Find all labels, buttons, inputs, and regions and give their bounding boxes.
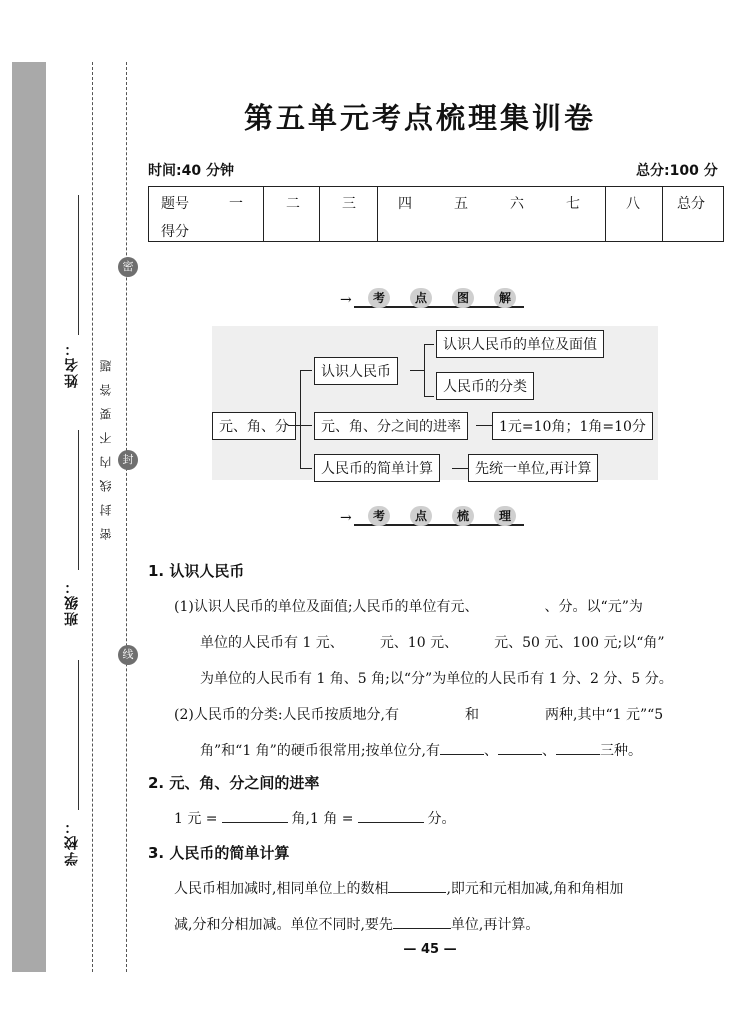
s1-line5 [200,740,642,760]
banner2-char: 梳 [452,506,474,526]
s2-line1 [174,808,456,828]
name-label: 姓名： [64,340,80,388]
banner1-char: 解 [494,288,516,308]
s1-text: (1)认识人民币的单位及面值;人民币的单位有元、 [174,599,479,615]
section-banner-diagram [340,288,524,312]
banner2-char: 考 [368,506,390,526]
s1-text: 角”和“1 角”的硬币很常用;按单位分,有 [200,743,440,759]
section3-heading: 3. 人民币的简单计算 [148,844,290,862]
s2-text: 角,1 角 = [291,811,354,827]
banner1-char: 点 [410,288,432,308]
concept-diagram [212,326,658,480]
seal-note: 密封线内不要答题 [99,348,113,540]
connector [476,425,492,426]
s1-text: (2)人民币的分类:人民币按质地分,有 [174,707,399,723]
node-b1: 认识人民币 [314,357,398,385]
node-b1a: 认识人民币的单位及面值 [436,330,604,358]
score-table-score-label: 得分 [161,224,189,240]
banner1-char: 考 [368,288,390,308]
s1-blank[interactable] [440,740,484,755]
s1-text: 和 [465,707,479,723]
school-label: 学校： [64,818,80,866]
s1-text: 元、50 元、100 元;以“角” [494,635,665,651]
score-col-7: 七 [566,196,580,212]
banner2-char: 点 [410,506,432,526]
seal-char-xian: 线 [118,645,138,665]
connector [300,468,312,469]
s1-text: 两种,其中“1 元”“5 [545,707,664,723]
score-total-cell[interactable] [662,187,723,241]
s1-blank[interactable] [556,740,600,755]
connector [300,370,301,468]
s1-line4 [174,704,663,724]
score-col-1: 一 [229,196,243,212]
connector [300,370,312,371]
s3-line1 [174,878,623,898]
banner-arrow-icon: → [340,292,352,308]
s2-text: 1 元 = [174,811,218,827]
s3-blank[interactable] [388,878,446,893]
s2-blank[interactable] [358,808,424,823]
class-field[interactable] [78,430,79,570]
s1-line1 [174,596,643,616]
score-col-8: 八 [626,196,640,212]
node-b1b: 人民币的分类 [436,372,534,400]
banner1-char: 图 [452,288,474,308]
s3-text: ,即元和元相加减,角和角相加 [446,881,624,897]
school-field[interactable] [78,660,79,810]
score-col-4-7-cell[interactable] [377,187,605,241]
s1-text: 、分。以“元”为 [544,599,643,615]
connector [410,370,424,371]
page-title: 第五单元考点梳理集训卷 [243,101,596,135]
connector [300,425,312,426]
s1-text: 、 [542,743,556,759]
section2-heading: 2. 元、角、分之间的进率 [148,774,320,792]
section1-heading: 1. 认识人民币 [148,562,245,580]
score-col-5: 五 [454,196,468,212]
cut-line-left [92,62,93,972]
class-label: 班级： [64,578,80,626]
time-limit: 时间:40 分钟 [148,163,234,179]
s2-text: 分。 [427,811,456,827]
connector [424,396,434,397]
score-col-2-cell[interactable] [263,187,319,241]
node-root: 元、角、分 [212,412,296,440]
cut-line-right [126,62,127,972]
seal-char-mi: 密 [118,257,138,277]
connector [452,468,468,469]
s3-text: 减,分和分相加减。单位不同时,要先 [174,917,393,933]
score-col-4: 四 [398,196,412,212]
s1-blank[interactable] [498,740,542,755]
seal-char-feng: 封 [118,450,138,470]
s3-text: 人民币相加减时,相同单位上的数相 [174,881,389,897]
score-col-total: 总分 [677,196,705,212]
total-score: 总分:100 分 [636,163,718,179]
score-col-2: 二 [286,196,300,212]
connector [424,344,425,396]
banner2-char: 理 [494,506,516,526]
name-field[interactable] [78,195,79,335]
binding-strip [12,62,46,972]
page-number: — 45 — [403,942,457,957]
section-banner-review [340,506,524,530]
node-b2a: 1元=10角；1角=10分 [492,412,653,440]
score-table [148,186,724,242]
score-table-header: 题号 [161,196,189,212]
score-col-6: 六 [510,196,524,212]
s3-line2 [174,914,539,934]
connector [288,425,300,426]
banner-arrow-icon: → [340,510,352,526]
s1-text: 三种。 [600,743,642,759]
s1-line2 [200,632,665,652]
s1-text: 单位的人民币有 1 元、 [200,635,344,651]
s3-blank[interactable] [393,914,451,929]
node-b3a: 先统一单位,再计算 [468,454,598,482]
s3-text: 单位,再计算。 [450,917,540,933]
s1-text: 、 [484,743,498,759]
score-col-3-cell[interactable] [319,187,377,241]
connector [424,344,434,345]
s2-blank[interactable] [222,808,288,823]
node-b2: 元、角、分之间的进率 [314,412,468,440]
s1-line3: 为单位的人民币有 1 角、5 角;以“分”为单位的人民币有 1 分、2 分、5 分。 [200,671,673,687]
node-b3: 人民币的简单计算 [314,454,440,482]
s1-text: 元、10 元、 [379,635,459,651]
score-col-3: 三 [342,196,356,212]
score-col-8-cell[interactable] [605,187,662,241]
